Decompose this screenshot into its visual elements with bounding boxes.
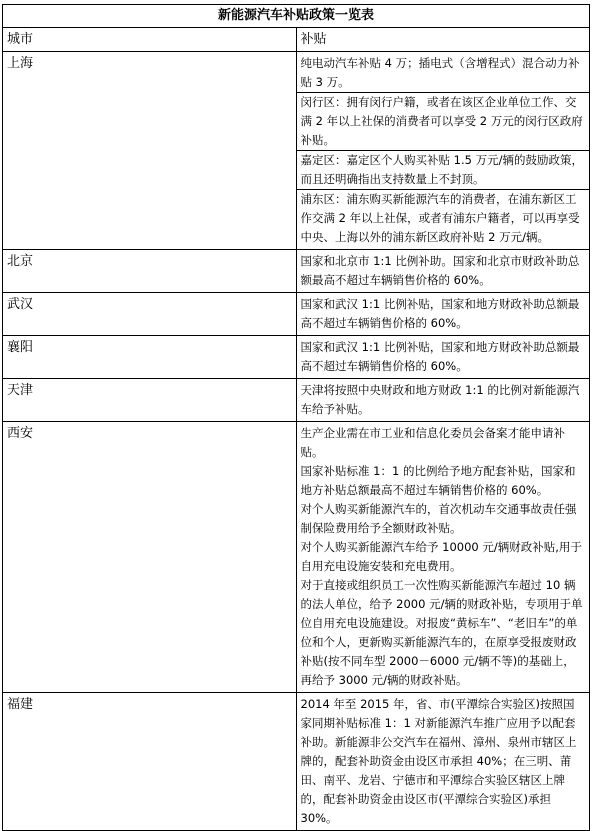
subsidy-cell: 国家和武汉 1:1 比例补贴，国家和地方财政补助总额最高不超过车辆销售价格的 60%。 [296, 293, 590, 336]
city-cell: 西安 [3, 422, 297, 693]
city-cell: 福建 [3, 693, 297, 831]
table-row-xian [3, 422, 590, 693]
subsidy-cell [296, 422, 590, 693]
header-city: 城市 [3, 28, 297, 52]
subsidy-cell: 国家和北京市 1:1 比例补助。国家和北京市财政补助总额最高不超过车辆销售价格的 60%。 [296, 250, 590, 293]
table-title-row [3, 5, 590, 28]
table-row-fujian [3, 693, 590, 831]
table-row-wuhan [3, 293, 590, 336]
subsidy-paragraph: 对于直接或组织员工一次性购买新能源汽车超过 10 辆的法人单位，给予 2000 元/辆的财政补贴，专项用于单位自用充电设施建设。对报废“黄标车”、“老旧车”的单位和个人，更新购买新能源汽车的，在原享受报废财政补贴(按不同车型 2000－6000 元/辆不等)的基础上，再给予 3000 元/辆的财政补贴。 [300, 578, 583, 687]
subsidy-paragraph: 国家补贴标准 1：1 的比例给予地方配套补贴，国家和地方补贴总额最高不超过车辆销售价格的 60%。 [300, 464, 576, 497]
header-subsidy: 补贴 [296, 28, 590, 52]
table-header-row [3, 28, 590, 52]
subsidy-part-pudong: 浦东区：浦东购买新能源汽车的消费者，在浦东新区工作交满 2 年以上社保，或者有浦东户籍者，可以再享受中央、上海以外的浦东新区政府补贴 2 万元/辆。 [297, 189, 590, 247]
city-cell: 上海 [3, 52, 297, 250]
subsidy-policy-table [2, 4, 590, 831]
city-cell: 武汉 [3, 293, 297, 336]
table-row-shanghai [3, 52, 590, 250]
table-title: 新能源汽车补贴政策一览表 [3, 5, 590, 28]
city-cell: 天津 [3, 379, 297, 422]
subsidy-cell: 国家和武汉 1:1 比例补贴，国家和地方财政补助总额最高不超过车辆销售价格的 60%。 [296, 336, 590, 379]
city-cell: 襄阳 [3, 336, 297, 379]
subsidy-cell: 天津将按照中央财政和地方财政 1:1 的比例对新能源汽车给予补贴。 [296, 379, 590, 422]
subsidy-cell: 2014 年至 2015 年，省、市(平潭综合实验区)按照国家同期补贴标准 1：1 对新能源汽车推广应用予以配套补助。新能源非公交汽车在福州、漳州、泉州市辖区上牌的，配套补助资金由设区市承担 40%；在三明、莆田、南平、龙岩、宁德市和平潭综合实验区辖区上牌的，配套补助资金由设区市(平潭综合实验区)承担 30%。 [296, 693, 590, 831]
subsidy-paragraph: 对个人购买新能源汽车给予 10000 元/辆财政补贴,用于自用充电设施安装和充电费用。 [300, 540, 582, 573]
table-row-beijing [3, 250, 590, 293]
subsidy-paragraph: 对个人购买新能源汽车的，首次机动车交通事故责任强制保险费用给予全额财政补贴。 [300, 502, 577, 535]
table-row-xiangyang [3, 336, 590, 379]
subsidy-part-general: 纯电动汽车补贴 4 万；插电式（含增程式）混合动力补贴 3 万。 [300, 56, 580, 89]
city-cell: 北京 [3, 250, 297, 293]
subsidy-part-jiading: 嘉定区：嘉定区个人购买补贴 1.5 万元/辆的鼓励政策，而且还明确指出支持数量上不封顶。 [297, 150, 590, 189]
subsidy-part-minhang: 闵行区：拥有闵行户籍，或者在该区企业单位工作、交满 2 年以上社保的消费者可以享受 2 万元的闵行区政府补贴。 [297, 92, 590, 150]
subsidy-cell [296, 52, 590, 250]
subsidy-paragraph: 生产企业需在市工业和信息化委员会备案才能申请补贴。 [300, 426, 565, 459]
table-row-tianjin [3, 379, 590, 422]
